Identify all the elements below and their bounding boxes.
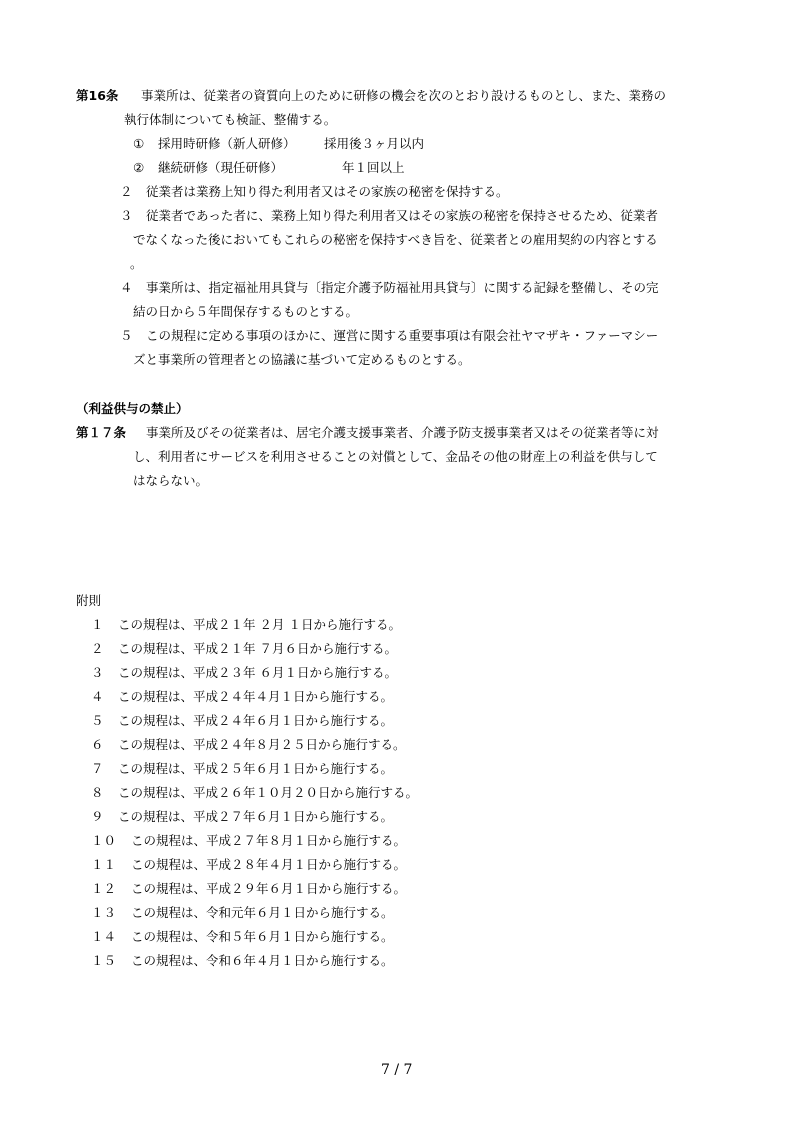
item-text: この規程は、平成２９年６月１日から施行する。 [131,881,407,896]
item-text: この規程は、平成２７年８月１日から施行する。 [131,833,407,848]
item-text: この規程は、令和５年６月１日から施行する。 [131,929,394,944]
paragraph-2-number: ２ [120,184,133,199]
paragraph-3-number: ３ [120,208,133,223]
training-2-timing: 年１回以上 [342,160,405,175]
paragraph-4-line-1: 事業所は、指定福祉用具貸与〔指定介護予防福祉用具貸与〕に関する記録を整備し、その完 [146,280,659,295]
supplementary-title: 附則 [76,593,102,608]
article-17-number: 第１７条 [76,425,127,440]
item-number: １４ [91,929,117,944]
item-text: この規程は、平成２１年 ７月６日から施行する。 [118,641,397,656]
item-number: １３ [91,905,117,920]
item-number: ５ [91,713,104,728]
training-2-name: 継続研修（現任研修） [158,160,284,175]
item-text: この規程は、平成２４年６月１日から施行する。 [118,713,394,728]
item-number: ９ [91,809,104,824]
paragraph-3-line-1: 従業者であった者に、業務上知り得た利用者又はその家族の秘密を保持させるため、従業者 [146,208,658,223]
item-number: ７ [91,761,104,776]
training-2-mark: ② [133,160,145,175]
training-1-name: 採用時研修（新人研修） [158,136,296,151]
item-text: この規程は、令和６年４月１日から施行する。 [131,953,394,968]
paragraph-5-line-1: この規程に定める事項のほかに、運営に関する重要事項は有限会社ヤマザキ・ファーマシー [146,328,659,343]
article-16-line-2: 執行体制についても検証、整備する。 [124,112,337,127]
paragraph-2-line-1: 従業者は業務上知り得た利用者又はその家族の秘密を保持する。 [146,184,509,199]
paragraph-3-line-2: でなくなった後においてもこれらの秘密を保持すべき旨を、従業者との雇用契約の内容とする [133,232,658,247]
item-text: この規程は、平成２８年４月１日から施行する。 [131,857,407,872]
paragraph-5-line-2: ズと事業所の管理者との協議に基づいて定めるものとする。 [133,352,471,367]
item-number: １２ [91,881,117,896]
item-text: この規程は、平成２３年 ６月１日から施行する。 [118,665,397,680]
article-17-line-3: はならない。 [133,473,209,488]
training-1-timing: 採用後３ヶ月以内 [324,136,425,151]
article-17-line-1: 事業所及びその従業者は、居宅介護支援事業者、介護予防支援事業者又はその従業者等に対 [146,425,659,440]
item-text: この規程は、平成２４年４月１日から施行する。 [118,689,394,704]
page-number: 7 / 7 [381,1062,413,1078]
paragraph-4-line-2: 結の日から５年間保存するものとする。 [133,304,359,319]
item-number: ８ [91,785,104,800]
item-number: ３ [91,665,104,680]
article-17-heading: （利益供与の禁止） [76,401,189,416]
paragraph-5-number: ５ [120,328,133,343]
item-number: ６ [91,737,104,752]
item-text: この規程は、平成２６年１０月２０日から施行する。 [118,785,419,800]
item-text: この規程は、平成２７年６月１日から施行する。 [118,809,394,824]
article-16-line-1: 事業所は、従業者の資質向上のために研修の機会を次のとおり設けるものとし、また、業務の [141,88,667,103]
item-number: １０ [91,833,117,848]
paragraph-3-line-3: 。 [130,256,143,271]
item-text: この規程は、平成２５年６月１日から施行する。 [118,761,394,776]
item-number: ２ [91,641,104,656]
paragraph-4-number: ４ [120,280,133,295]
item-text: この規程は、令和元年６月１日から施行する。 [131,905,394,920]
training-1-mark: ① [133,136,145,151]
article-17-line-2: し、利用者にサービスを利用させることの対償として、金品その他の財産上の利益を供与して [133,449,658,464]
article-16-number: 第16条 [76,88,119,103]
item-number: １１ [91,857,117,872]
item-text: この規程は、平成２４年８月２５日から施行する。 [118,737,406,752]
item-text: この規程は、平成２１年 ２月 １日から施行する。 [118,617,401,632]
item-number: ４ [91,689,104,704]
item-number: １ [91,617,104,632]
item-number: １５ [91,953,117,968]
